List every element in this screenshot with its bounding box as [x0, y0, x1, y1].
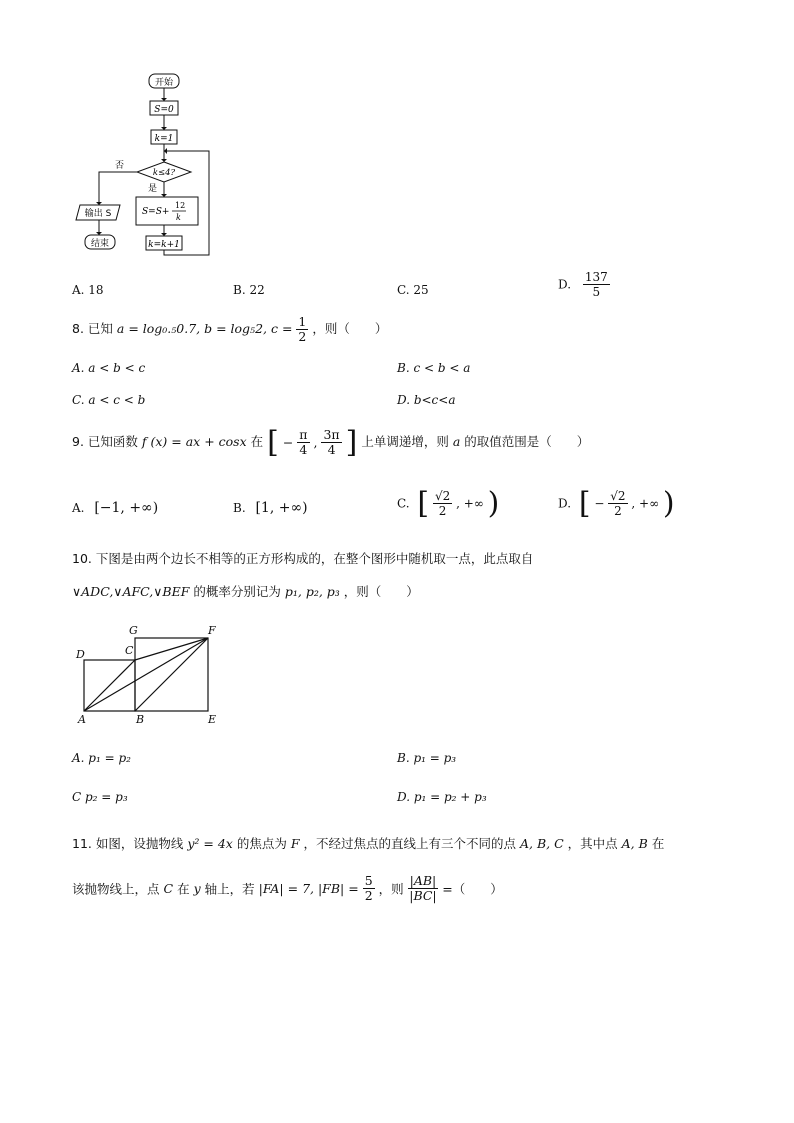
q11-l1-a: 11. 如图，设抛物线	[72, 836, 184, 851]
q10-label-f: F	[208, 624, 216, 637]
q11-l2-c2: 轴上，若	[204, 881, 255, 897]
flow-no-label: 否	[115, 161, 125, 171]
q11-l1-e: 在	[651, 836, 665, 851]
q9-high-den: 4	[327, 442, 336, 457]
q8-prefix: 8. 已知	[72, 321, 113, 336]
q8-option-a: A. a < b < c	[72, 361, 146, 375]
q9-high-num: 3π	[323, 427, 340, 442]
q10-label-a: A	[78, 713, 86, 726]
q8-c-den: 2	[298, 329, 307, 344]
q11-l2-den: 2	[364, 888, 373, 903]
q10-label-e: E	[208, 713, 217, 726]
q11-l1-f: F	[290, 836, 300, 851]
flow-init-k-text: k=1	[154, 134, 174, 144]
q11-l2-then: ，则	[378, 881, 404, 897]
q9-option-d-label: D.	[558, 496, 572, 511]
q7-option-d-den: 5	[592, 285, 601, 299]
q9-low-num: π	[299, 427, 308, 442]
q11-l2-end: =（ ）	[442, 881, 503, 897]
q9-option-b-label: B.	[233, 501, 246, 515]
q9-option-b-value: [1, +∞)	[255, 500, 308, 516]
q7-option-d-num: 137	[584, 270, 608, 284]
q9-option-c-num: √2	[434, 489, 451, 503]
q11-l2-num: 5	[364, 873, 373, 888]
q10-end: ，则（ ）	[343, 584, 419, 599]
q8-option-b: B. c < b < a	[397, 361, 471, 375]
q11-l1-c: ，不经过焦点的直线上有三个不同的点	[303, 836, 517, 851]
q10-line2	[72, 582, 419, 600]
q10-line1: 10. 下图是由两个边长不相等的正方形构成的，在整个图形中随机取一点，此点取自	[72, 551, 534, 566]
q7-option-b: B. 22	[233, 283, 265, 297]
q10-label-b: B	[136, 713, 145, 726]
q9-var: a	[452, 434, 461, 449]
q11-l2-b: 在	[177, 881, 190, 897]
q9-prefix: 9. 已知函数	[72, 434, 138, 449]
q10-probs: p₁, p₂, p₃	[284, 584, 340, 599]
flow-update-den: k	[176, 213, 181, 222]
q8-stem	[72, 315, 387, 344]
q9-func: f (x) = ax + cosx	[141, 434, 247, 449]
q11-l1-ab: A, B	[621, 836, 648, 851]
q10-option-c: C p₂ = p₃	[72, 790, 128, 804]
q9-in: 在	[250, 434, 264, 449]
q11-l2-ratio-den: |BC|	[409, 888, 437, 903]
flow-end-text: 结束	[90, 239, 110, 249]
q9-right-bracket: ]	[345, 425, 358, 460]
q10-label-c: C	[125, 644, 134, 657]
q11-line1	[72, 834, 664, 852]
q9-option-d-den: 2	[614, 504, 622, 518]
q9-option-b	[233, 500, 308, 516]
q10-label-d: D	[76, 648, 85, 661]
q10-option-a: A. p₁ = p₂	[72, 751, 131, 765]
q9-option-d-tail: , +∞	[631, 496, 660, 511]
q11-l2-y: y	[193, 881, 201, 896]
flow-yes-label: 是	[148, 184, 158, 194]
q10-mid: 的概率分别记为	[193, 584, 281, 599]
flow-output-text: 输出 S	[84, 209, 112, 219]
flow-increment-text: k=k+1	[148, 240, 180, 250]
q11-l2-ratio-num: |AB|	[409, 873, 437, 888]
q9-option-c-tail: , +∞	[456, 496, 484, 511]
flowchart	[70, 70, 220, 260]
q9-suffix2: 的取值范围是（ ）	[464, 434, 590, 449]
q10-figure	[70, 622, 230, 730]
q7-option-d-label: D.	[558, 277, 572, 292]
q9-option-c: C. [ $\frac{√2}{2}$ , +∞ )	[397, 486, 500, 521]
q11-l1-eq: y² = 4x	[187, 836, 233, 851]
flow-update-text: S=S+	[142, 207, 170, 217]
flow-start-text: 开始	[154, 78, 174, 88]
q10-label-g: G	[129, 624, 138, 637]
q9-option-a-value: [−1, +∞)	[94, 500, 159, 516]
q8-stem-math: a = log₀.₅0.7, b = log₅2, c =	[116, 321, 293, 336]
q8-c-num: 1	[298, 314, 307, 329]
q10-option-b: B. p₁ = p₃	[397, 751, 457, 765]
q11-l2-cond: |FA| = 7, |FB| =	[258, 881, 359, 896]
q9-left-bracket: [	[267, 425, 279, 460]
q8-option-d: D. b<c<a	[397, 393, 456, 407]
q10-triangles: ∨ADC,∨AFC,∨BEF	[72, 584, 190, 599]
q9-option-a	[72, 500, 158, 516]
q9-suffix: 上单调递增，则	[361, 434, 449, 449]
q10-option-d: D. p₁ = p₂ + p₃	[397, 790, 487, 804]
q8-option-c: C. a < c < b	[72, 393, 146, 407]
q11-line2	[72, 874, 503, 903]
q9-option-c-label: C.	[397, 496, 410, 511]
q11-l1-d: ，其中点	[567, 836, 618, 851]
q11-l1-pts: A, B, C	[520, 836, 564, 851]
flow-condition-text: k≤4?	[152, 168, 176, 178]
q9-option-c-den: 2	[438, 504, 447, 518]
q11-l2-c: C	[163, 881, 174, 896]
flow-update-num: 12	[175, 201, 186, 210]
q9-option-d-num: √2	[610, 489, 626, 503]
q9-option-d: D. [ − $\frac{√2}{2}$ , +∞ )	[558, 486, 675, 521]
q11-l2-a: 该抛物线上，点	[72, 881, 160, 897]
q9-stem: 9. 已知函数 f (x) = ax + cosx 在 [ − $\frac{\pi}{4}$ , $\frac{3\pi}{4}$ ] 上单调递增，则 a 的取值范围是（ ）	[72, 425, 590, 460]
q8-suffix: ，则（ ）	[312, 321, 388, 336]
q9-low-den: 4	[299, 442, 308, 457]
q7-option-a: A. 18	[72, 283, 104, 297]
q7-option-c: C. 25	[397, 283, 429, 297]
q11-l1-b: 的焦点为	[236, 836, 287, 851]
flow-init-s-text: S=0	[154, 105, 174, 115]
q9-option-a-label: A.	[72, 501, 85, 515]
q7-option-d	[558, 270, 610, 299]
